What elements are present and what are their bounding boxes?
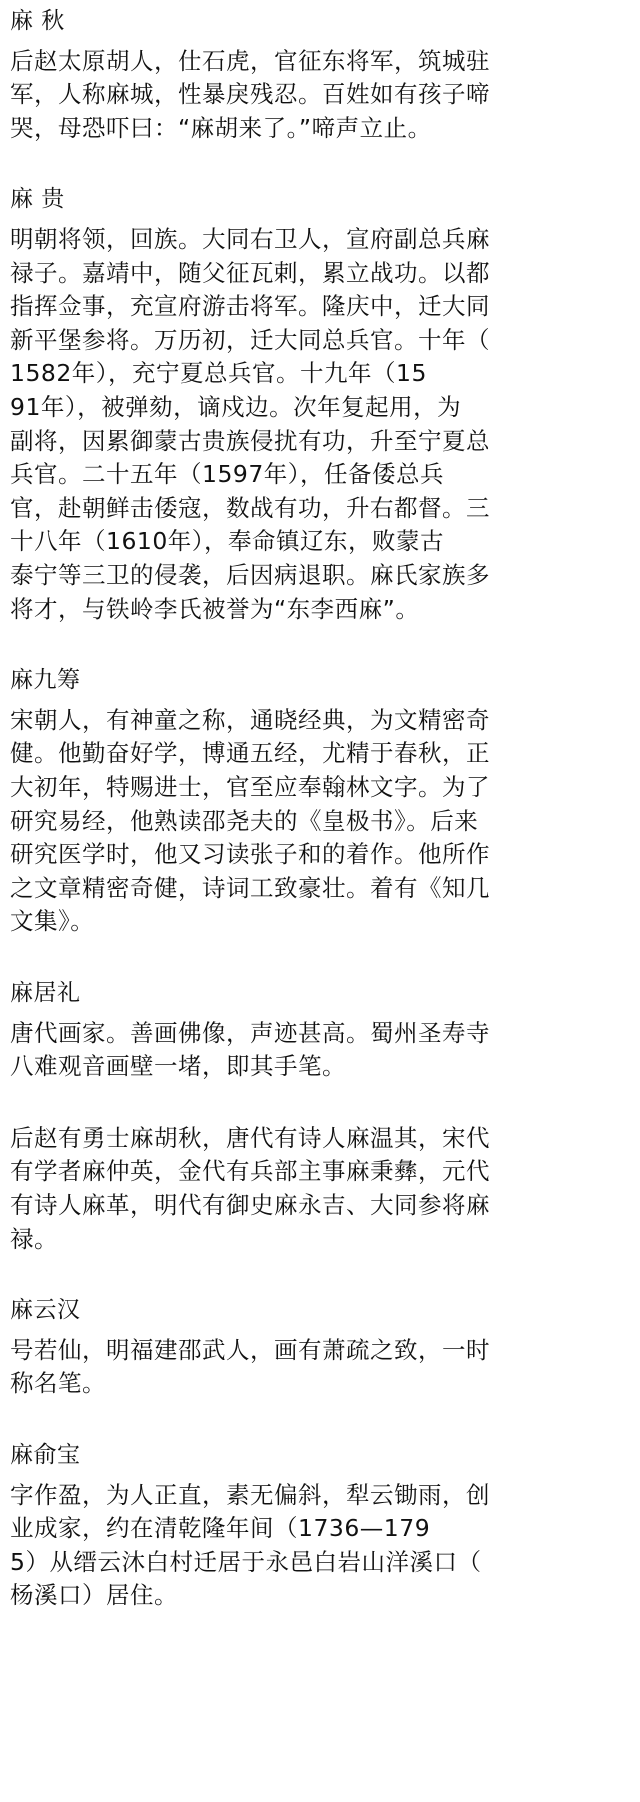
entry-text-line: 哭，母恐吓曰：“麻胡来了。”啼声立止。 [10, 113, 432, 142]
entry-text-line: 1582年），充宁夏总兵官。十九年（15 [10, 359, 427, 388]
entry-text-line: 十八年（1610年），奉命镇辽东，败蒙古 [10, 527, 445, 556]
entry-heading: 麻九筹 [10, 667, 81, 694]
entry-text-line: 业成家，约在清乾隆年间（1736—179 [10, 1514, 431, 1543]
entry-text-line: 禄子。嘉靖中，随父征瓦剌，累立战功。以都 [10, 258, 490, 287]
entry-heading: 麻 贵 [10, 186, 65, 213]
entry-text-line: 号若仙，明福建邵武人，画有萧疏之致，一时 [10, 1335, 490, 1364]
entry-text-line: 将才，与铁岭李氏被誉为“东李西麻”。 [10, 594, 420, 623]
entry-text-line: 杨溪口）居住。 [10, 1581, 178, 1610]
entry-text-line: 之文章精密奇健，诗词工致豪壮。着有《知几 [10, 873, 490, 902]
entry-text-line: 健。他勤奋好学，博通五经，尤精于春秋，正 [10, 739, 490, 768]
entry-text-line: 研究医学时，他又习读张子和的着作。他所作 [10, 840, 490, 869]
entry-text-line: 有学者麻仲英，金代有兵部主事麻秉彝，元代 [10, 1157, 490, 1186]
entry-text-line: 宋朝人，有神童之称，通晓经典，为文精密奇 [10, 705, 490, 734]
entry-text-line: 5）从缙云沐白村迁居于永邑白岩山洋溪口（ [10, 1547, 482, 1576]
entry-text-line: 大初年，特赐进士，官至应奉翰林文字。为了 [10, 773, 490, 801]
entry-text-line: 称名笔。 [10, 1369, 106, 1398]
entry-text-line: 禄。 [10, 1224, 58, 1253]
entry-text-line: 后赵有勇士麻胡秋，唐代有诗人麻温其，宋代 [10, 1123, 490, 1152]
entry-text-line: 明朝将领，回族。大同右卫人，宣府副总兵麻 [10, 225, 490, 253]
entry-heading: 麻云汉 [10, 1297, 81, 1324]
entry-heading: 麻俞宝 [10, 1442, 81, 1468]
entry-text-line: 泰宁等三卫的侵袭，后因病退职。麻氏家族多 [10, 561, 490, 589]
entry-text-line: 研究易经，他熟读邵尧夫的《皇极书》。后来 [10, 806, 479, 835]
entry-text-line: 指挥佥事，充宣府游击将军。隆庆中，迁大同 [10, 292, 490, 321]
entry-text-line: 有诗人麻革，明代有御史麻永吉、大同参将麻 [10, 1191, 490, 1219]
entry-heading: 麻 秋 [10, 8, 65, 34]
entry-text-line: 副将，因累御蒙古贵族侵扰有功，升至宁夏总 [10, 426, 490, 455]
entry-text-line: 军，人称麻城，性暴戾残忍。百姓如有孩子啼 [10, 80, 490, 109]
entry-text-line: 兵官。二十五年（1597年），任备倭总兵 [10, 460, 445, 489]
entry-text-line: 官，赴朝鲜击倭寇，数战有功，升右都督。三 [10, 493, 490, 522]
entry-text-line: 八难观音画壁一堵，即其手笔。 [10, 1052, 346, 1081]
entry-text-line: 字作盈，为人正直，素无偏斜，犁云锄雨，创 [10, 1480, 490, 1509]
entry-text-line: 唐代画家。善画佛像，声迹甚高。蜀州圣寿寺 [10, 1018, 490, 1047]
entry-text-line: 文集》。 [10, 907, 95, 936]
entry-text-line: 91年），被弹劾，谪戍边。次年复起用，为 [10, 393, 462, 421]
entry-text-line: 新平堡参将。万历初，迁大同总兵官。十年（ [10, 325, 490, 354]
entry-text-line: 后赵太原胡人，仕石虎，官征东将军，筑城驻 [10, 46, 490, 75]
entry-heading: 麻居礼 [10, 980, 81, 1006]
